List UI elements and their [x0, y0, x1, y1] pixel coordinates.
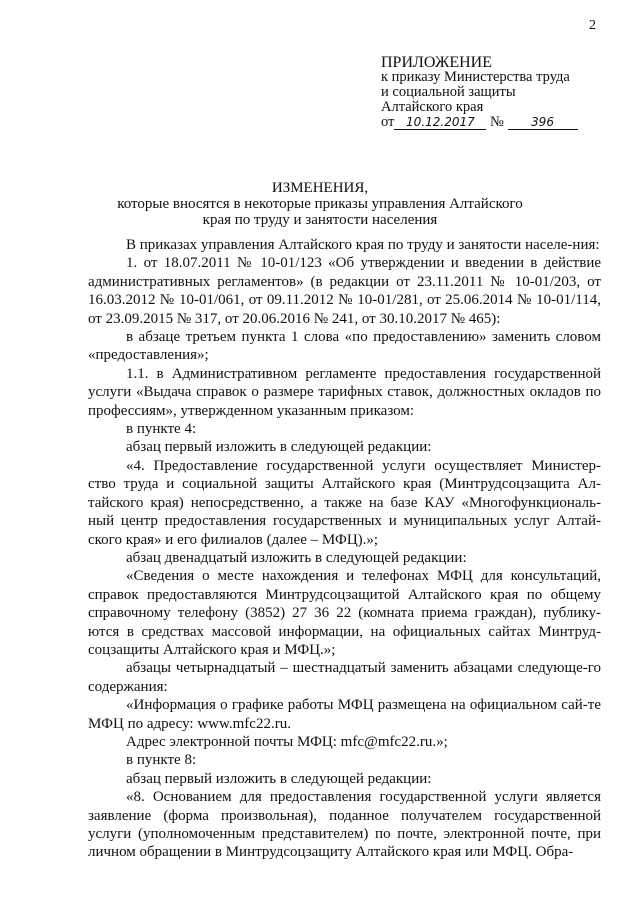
paragraph: «Информация о графике работы МФЦ размещена на официальном сай-те МФЦ по адресу: www.mfc22.ru.	[88, 697, 601, 732]
date-prefix: от	[381, 114, 395, 130]
paragraph: абзацы четырнадцатый – шестнадцатый заменить абзацами следующе-го содержания:	[88, 660, 601, 695]
paragraph: «8. Основанием для предоставления государственной услуги является заявление (форма произвольная), поданное получателем государственной услуги (уполномоченным представителем) по почте, электронной почте, при личном обращении в Минтрудсоцзащиту Алтайского края или МФЦ. Обра-	[88, 789, 601, 861]
appendix-block	[381, 55, 578, 130]
title-line-1: которые вносятся в некоторые приказы управления Алтайского	[117, 196, 523, 212]
handwritten-number: 396	[508, 116, 578, 130]
paragraph: «4. Предоставление государственной услуги осуществляет Министер-ство труда и социальной защиты Алтайского края (Минтрудсоцзащита Ал-тайского края) непосредственно, а также на базе КАУ «Многофункциональ-ный центр предоставления государственных и муниципальных услуг Алтай-ского края» и его филиалов (далее – МФЦ).»;	[88, 457, 601, 548]
paragraph: 1. от 18.07.2011 № 10-01/123 «Об утверждении и введении в действие административных регламентов» (в редакции от 23.11.2011 № 10-01/203, от 16.03.2012 № 10-01/061, от 09.11.2012 № 10-01/281, от 25.06.2014 № 10-01/114, от 23.09.2015 № 317, от 20.06.2016 № 241, от 30.10.2017 № 465):	[88, 255, 601, 327]
paragraph: Адрес электронной почты МФЦ: mfc@mfc22.ru.»;	[126, 733, 448, 750]
paragraph: абзац первый изложить в следующей редакции:	[126, 439, 432, 456]
paragraph: 1.1. в Административном регламенте предоставления государственной услуги «Выдача справок о размере тарифных ставок, должностных окладов по профессиям», утвержденном указанным приказом:	[88, 365, 601, 419]
paragraph: «Сведения о месте нахождения и телефонах МФЦ для консультаций, справок предоставляются Минтрудсоцзащитой Алтайского края по общему справочному телефону (3852) 27 36 22 (комната приема граждан), публику-ются в средствах массовой информации, на официальных сайтах Минтруд-соцзащиты Алтайского края и МФЦ.»;	[88, 568, 601, 658]
title-line-2: края по труду и занятости населения	[202, 212, 438, 228]
paragraph: абзац первый изложить в следующей редакции:	[126, 770, 432, 787]
document-title	[0, 180, 640, 228]
appendix-line-2: и социальной защиты	[381, 84, 516, 100]
number-prefix: №	[490, 114, 504, 130]
appendix-line-1: к приказу Министерства труда	[381, 69, 570, 85]
paragraph: в пункте 4:	[126, 421, 197, 438]
document-body	[88, 236, 601, 862]
page-number: 2	[589, 18, 596, 33]
paragraph: в пункте 8:	[126, 752, 197, 769]
paragraph: В приказах управления Алтайского края по труду и занятости населе-ния:	[126, 237, 600, 253]
handwritten-date: 10.12.2017	[394, 116, 486, 130]
paragraph: в абзаце третьем пункта 1 слова «по предоставлению» заменить словом «предоставления»;	[88, 329, 601, 364]
appendix-title: ПРИЛОЖЕНИЕ	[381, 54, 493, 71]
paragraph: абзац двенадцатый изложить в следующей редакции:	[126, 549, 467, 566]
appendix-date-line	[381, 115, 578, 130]
appendix-line-3: Алтайского края	[381, 99, 484, 115]
title-main: ИЗМЕНЕНИЯ,	[271, 180, 369, 196]
